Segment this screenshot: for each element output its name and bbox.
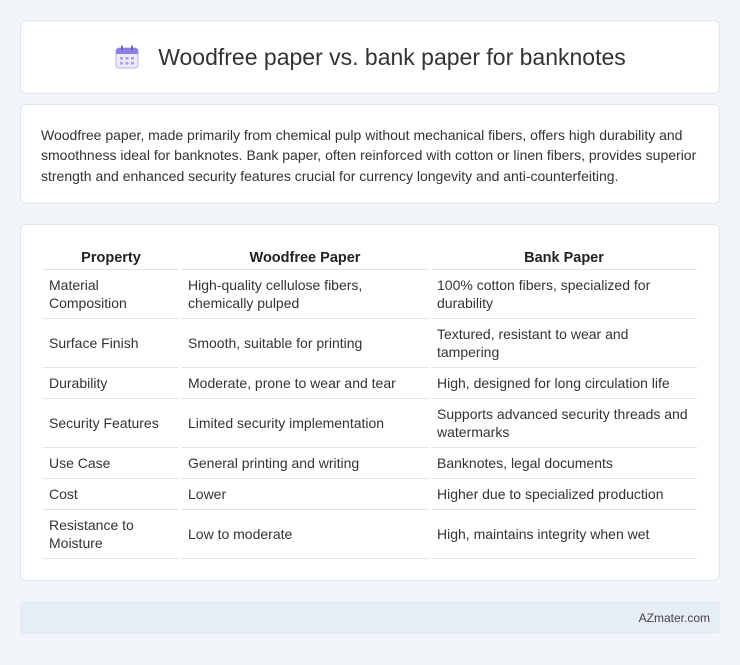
table-cell: High, designed for long circulation life [431,368,697,399]
table-cell: Limited security implementation [182,399,428,448]
table-cell: Resistance to Moisture [43,510,179,559]
table-cell: Banknotes, legal documents [431,448,697,479]
table-cell: Use Case [43,448,179,479]
page-title: Woodfree paper vs. bank paper for banknotes [158,43,626,70]
description-text: Woodfree paper, made primarily from chemical pulp without mechanical fibers, offers high durability and smoothness ideal for banknotes. Bank paper, often reinforced with cotton or linen fibers, provides superior strength and enhanced security features crucial for currency longevity and anti-counterfeiting. [41,127,697,184]
title-card [20,20,720,94]
table-cell: Security Features [43,399,179,448]
table-cell: Smooth, suitable for printing [182,319,428,368]
comparison-table [40,245,700,559]
table-header-row [43,245,697,270]
table-cell: Higher due to specialized production [431,479,697,510]
table-cell: 100% cotton fibers, specialized for durability [431,270,697,319]
footer [20,601,720,634]
table-cell: Cost [43,479,179,510]
table-cell: General printing and writing [182,448,428,479]
footer-site-link[interactable]: AZmater.com [638,611,710,625]
table-cell: High-quality cellulose fibers, chemically pulped [182,270,428,319]
description-card [20,104,720,204]
table-cell: Textured, resistant to wear and tampering [431,319,697,368]
table-cell: Low to moderate [182,510,428,559]
table-row [43,399,697,448]
table-row [43,270,697,319]
table-row [43,319,697,368]
table-cell: Surface Finish [43,319,179,368]
table-cell: Durability [43,368,179,399]
table-row [43,368,697,399]
table-cell: Lower [182,479,428,510]
table-cell: High, maintains integrity when wet [431,510,697,559]
table-row [43,448,697,479]
table-row [43,510,697,559]
column-header: Property [43,245,179,270]
table-cell: Moderate, prone to wear and tear [182,368,428,399]
table-cell: Supports advanced security threads and watermarks [431,399,697,448]
comparison-table-card [20,224,720,581]
calendar-icon [114,44,140,70]
column-header: Woodfree Paper [182,245,428,270]
table-cell: Material Composition [43,270,179,319]
column-header: Bank Paper [431,245,697,270]
table-row [43,479,697,510]
